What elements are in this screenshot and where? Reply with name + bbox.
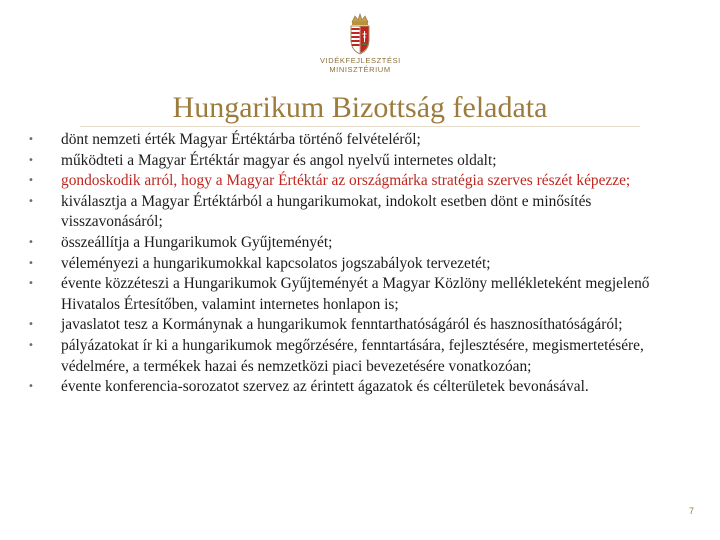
list-item-text: pályázatokat ír ki a hungarikumok megőrzésére, fenntartására, fejlesztésére, megismertetésére, védelmére, a termékek hazai és nemzetközi piaci bevezetésére vonatkozóan; [61, 336, 644, 375]
page-number: 7 [688, 506, 694, 516]
title-divider [80, 126, 640, 127]
list-item-text: működteti a Magyar Értéktár magyar és angol nyelvű internetes oldalt; [61, 151, 497, 169]
bullet-icon: • [28, 236, 34, 248]
bullet-icon: • [28, 319, 34, 331]
coat-of-arms-icon [347, 12, 373, 56]
list-item [28, 377, 688, 398]
bullet-icon: • [28, 175, 34, 187]
list-item-text: évente közzéteszi a Hungarikumok Gyűjteményét a Magyar Közlöny mellékleteként megjelenő Hivatalos Értesítőben, valamint internetes honlapon is; [61, 275, 650, 313]
list-item-text: összeállítja a Hungarikumok Gyűjteményét; [61, 233, 333, 251]
bullet-icon: • [28, 257, 34, 269]
slide-title: Hungarikum Bizottság feladata [172, 91, 548, 124]
logo-line-1: VIDÉKFEJLESZTÉSI [320, 56, 401, 65]
list-item-text: véleményezi a hungarikumokkal kapcsolatos jogszabályok tervezetét; [61, 254, 491, 272]
task-list [28, 130, 688, 398]
list-item-text: kiválasztja a Magyar Értéktárból a hungarikumokat, indokolt esetben dönt e minősítés visszavonásáról; [61, 192, 592, 231]
logo-line-2: MINISZTÉRIUM [329, 65, 391, 74]
bullet-icon: • [28, 195, 34, 207]
list-item [28, 233, 688, 254]
list-item-text: gondoskodik arról, hogy a Magyar Értéktár az országmárka stratégia szerves részét képezze; [61, 172, 631, 190]
list-item [28, 315, 688, 336]
list-item [28, 336, 688, 377]
list-item [28, 171, 688, 192]
list-item [28, 254, 688, 275]
ministry-logo [320, 12, 400, 84]
bullet-icon: • [28, 339, 34, 351]
bullet-icon: • [28, 154, 34, 166]
list-item [28, 192, 688, 233]
bullet-icon: • [28, 134, 34, 145]
list-item-text: javaslatot tesz a Kormánynak a hungarikumok fenntarthatóságáról és hasznosíthatóságáról; [61, 316, 623, 334]
list-item [28, 151, 688, 172]
list-item [28, 274, 688, 315]
list-item-text: dönt nemzeti érték Magyar Értéktárba történő felvételéről; [61, 131, 421, 148]
bullet-icon: • [28, 278, 34, 290]
list-item-text: évente konferencia-sorozatot szervez az érintett ágazatok és célterületek bevonásával. [61, 378, 589, 396]
bullet-icon: • [28, 381, 34, 393]
list-item [28, 130, 688, 151]
